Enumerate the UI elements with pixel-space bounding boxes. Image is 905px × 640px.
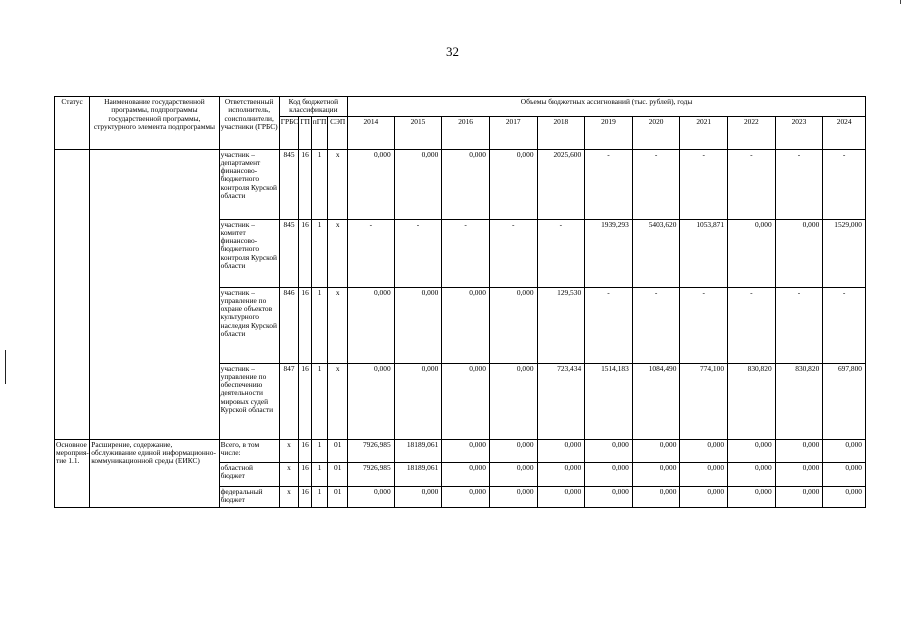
value-cell: 0,000: [537, 462, 585, 486]
value-cell: 129,530: [537, 287, 585, 363]
value-cell: 697,800: [823, 363, 866, 439]
executor-cell: участник – управление по обеспечению деятельности мировых судей Курской области: [219, 363, 279, 439]
value-cell: -: [394, 219, 442, 287]
value-cell: -: [585, 149, 633, 219]
value-cell: 0,000: [489, 486, 537, 507]
value-cell: 0,000: [394, 287, 442, 363]
value-cell: 0,000: [775, 439, 823, 462]
value-cell: 0,000: [442, 149, 490, 219]
measure-status-cell: Основное мероприя-тие 1.1.: [55, 439, 90, 507]
grbs-cell: х: [279, 486, 299, 507]
value-cell: -: [489, 219, 537, 287]
value-cell: -: [680, 287, 728, 363]
value-cell: 2025,600: [537, 149, 585, 219]
value-cell: -: [728, 149, 776, 219]
grbs-cell: х: [279, 439, 299, 462]
value-cell: -: [680, 149, 728, 219]
value-cell: 0,000: [823, 462, 866, 486]
value-cell: 0,000: [585, 462, 633, 486]
value-cell: 0,000: [489, 149, 537, 219]
value-cell: -: [585, 287, 633, 363]
measure-name-cell: Расширение, содержание, обслуживание единой информационно-коммуникационной среды (ЕИКС): [90, 439, 219, 507]
executor-cell: областной бюджет: [219, 462, 279, 486]
grbs-cell: х: [279, 462, 299, 486]
value-cell: 0,000: [394, 363, 442, 439]
value-cell: 0,000: [775, 219, 823, 287]
value-cell: 0,000: [489, 363, 537, 439]
value-cell: 1529,000: [823, 219, 866, 287]
value-cell: 0,000: [348, 287, 395, 363]
header-year-6: 2020: [632, 116, 680, 149]
sep-cell: х: [328, 363, 348, 439]
value-cell: 0,000: [585, 486, 633, 507]
value-cell: 1053,871: [680, 219, 728, 287]
value-cell: -: [348, 219, 395, 287]
value-cell: -: [775, 287, 823, 363]
value-cell: 5403,620: [632, 219, 680, 287]
value-cell: -: [823, 149, 866, 219]
value-cell: 0,000: [348, 363, 395, 439]
value-cell: 0,000: [728, 462, 776, 486]
sep-cell: х: [328, 149, 348, 219]
pgp-cell: 1: [311, 287, 328, 363]
gp-cell: 16: [299, 462, 311, 486]
value-cell: -: [823, 287, 866, 363]
value-cell: -: [632, 149, 680, 219]
name-cell-empty: [90, 149, 219, 439]
value-cell: 18189,061: [394, 439, 442, 462]
value-cell: 0,000: [537, 439, 585, 462]
value-cell: 0,000: [775, 462, 823, 486]
pgp-cell: 1: [311, 149, 328, 219]
gp-cell: 16: [299, 219, 311, 287]
value-cell: 0,000: [632, 439, 680, 462]
page-number: 32: [446, 44, 459, 59]
value-cell: 0,000: [348, 149, 395, 219]
value-cell: 830,820: [728, 363, 776, 439]
sep-cell: 01: [328, 439, 348, 462]
value-cell: 0,000: [728, 486, 776, 507]
value-cell: -: [442, 219, 490, 287]
grbs-cell: 847: [279, 363, 299, 439]
table-row: [55, 439, 866, 462]
sep-cell: 01: [328, 486, 348, 507]
header-code-0: ГРБС: [279, 116, 299, 149]
value-cell: 0,000: [632, 486, 680, 507]
value-cell: 18189,061: [394, 462, 442, 486]
value-cell: 0,000: [537, 486, 585, 507]
value-cell: -: [775, 149, 823, 219]
header-year-3: 2017: [489, 116, 537, 149]
grbs-cell: 845: [279, 219, 299, 287]
pgp-cell: 1: [311, 219, 328, 287]
value-cell: 0,000: [775, 486, 823, 507]
value-cell: 1939,293: [585, 219, 633, 287]
header-code-1: ГП: [299, 116, 311, 149]
value-cell: 0,000: [823, 486, 866, 507]
executor-cell: Всего, в том числе:: [219, 439, 279, 462]
value-cell: -: [537, 219, 585, 287]
sep-cell: 01: [328, 462, 348, 486]
header-year-9: 2023: [775, 116, 823, 149]
value-cell: 0,000: [680, 486, 728, 507]
value-cell: 723,434: [537, 363, 585, 439]
value-cell: 0,000: [394, 149, 442, 219]
pgp-cell: 1: [311, 462, 328, 486]
header-budget-code: Код бюджетной классификации: [279, 97, 347, 117]
gp-cell: 16: [299, 486, 311, 507]
value-cell: 0,000: [348, 486, 395, 507]
value-cell: 7926,985: [348, 462, 395, 486]
sep-cell: х: [328, 219, 348, 287]
gp-cell: 16: [299, 439, 311, 462]
value-cell: 830,820: [775, 363, 823, 439]
header-year-1: 2015: [394, 116, 442, 149]
sep-cell: х: [328, 287, 348, 363]
value-cell: 7926,985: [348, 439, 395, 462]
value-cell: 0,000: [632, 462, 680, 486]
gp-cell: 16: [299, 363, 311, 439]
value-cell: 0,000: [394, 486, 442, 507]
header-budget-volumes: Объемы бюджетных ассигнований (тыс. рублей), годы: [348, 97, 866, 117]
status-cell-empty: [55, 149, 90, 439]
header-executor: Ответственный исполнитель, соисполнители, участники (ГРБС): [219, 97, 279, 150]
value-cell: 0,000: [680, 439, 728, 462]
executor-cell: участник – комитет финансово-бюджетного контроля Курской области: [219, 219, 279, 287]
header-year-0: 2014: [348, 116, 395, 149]
value-cell: 0,000: [442, 439, 490, 462]
budget-table: [54, 96, 866, 508]
grbs-cell: 846: [279, 287, 299, 363]
grbs-cell: 845: [279, 149, 299, 219]
header-code-2: пГП: [311, 116, 328, 149]
header-year-2: 2016: [442, 116, 490, 149]
value-cell: 0,000: [728, 439, 776, 462]
value-cell: -: [632, 287, 680, 363]
edge-tick-mark: [900, 0, 901, 4]
value-cell: 0,000: [728, 219, 776, 287]
scan-margin-mark: [5, 350, 6, 384]
gp-cell: 16: [299, 287, 311, 363]
pgp-cell: 1: [311, 486, 328, 507]
pgp-cell: 1: [311, 439, 328, 462]
header-year-10: 2024: [823, 116, 866, 149]
header-year-4: 2018: [537, 116, 585, 149]
value-cell: 0,000: [489, 439, 537, 462]
header-status: Статус: [55, 97, 90, 150]
value-cell: 0,000: [585, 439, 633, 462]
value-cell: 774,100: [680, 363, 728, 439]
header-program-name: Наименование государственной программы, подпрограммы государственной программы, структурного элемента подпрограммы: [90, 97, 219, 150]
value-cell: -: [728, 287, 776, 363]
header-year-5: 2019: [585, 116, 633, 149]
gp-cell: 16: [299, 149, 311, 219]
value-cell: 1514,183: [585, 363, 633, 439]
value-cell: 0,000: [442, 486, 490, 507]
value-cell: 0,000: [442, 363, 490, 439]
executor-cell: участник – департамент финансово-бюджетного контроля Курской области: [219, 149, 279, 219]
value-cell: 0,000: [489, 287, 537, 363]
executor-cell: участник – управление по охране объектов культурного наследия Курской области: [219, 287, 279, 363]
header-year-8: 2022: [728, 116, 776, 149]
executor-cell: федеральный бюджет: [219, 486, 279, 507]
value-cell: 0,000: [680, 462, 728, 486]
value-cell: 0,000: [489, 462, 537, 486]
pgp-cell: 1: [311, 363, 328, 439]
header-code-3: СЭП: [328, 116, 348, 149]
value-cell: 0,000: [442, 287, 490, 363]
value-cell: 0,000: [442, 462, 490, 486]
value-cell: 1084,490: [632, 363, 680, 439]
table-row: [55, 149, 866, 219]
header-year-7: 2021: [680, 116, 728, 149]
value-cell: 0,000: [823, 439, 866, 462]
